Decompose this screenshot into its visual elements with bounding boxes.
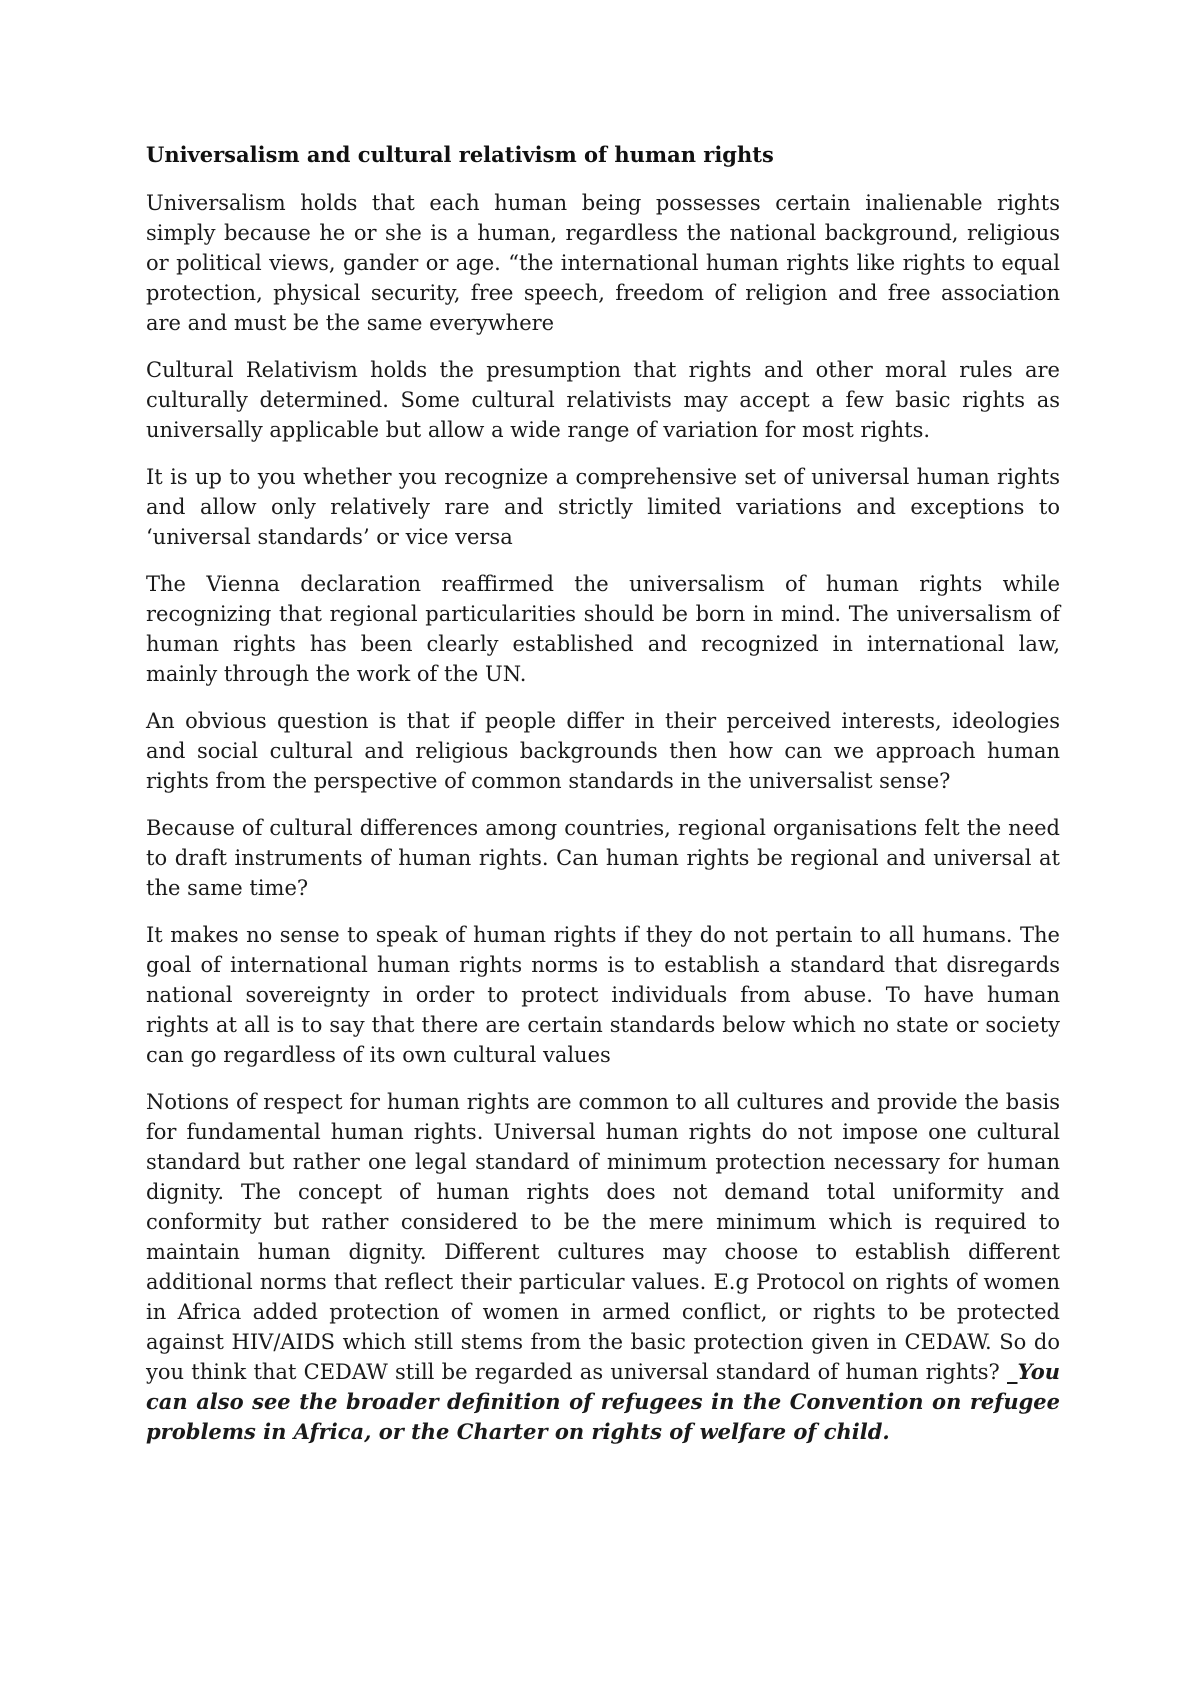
paragraph-universalism: Universalism holds that each human being possesses certain inalienable rights simply because he or she is a human, regardless the national background, religious or political views, gander or age. “the international human rights like rights to equal protection, physical security, free speech, freedom of religion and free association are and must be the same everywhere: [146, 191, 1060, 335]
paragraph-obvious-question: An obvious question is that if people differ in their perceived interests, ideologies and social cultural and religious backgrounds then how can we approach human rights from the perspective of common standards in the universalist sense?: [146, 709, 1060, 793]
notions-text: Notions of respect for human rights are common to all cultures and provide the basis for fundamental human rights. Universal human rights do not impose one cultural standard but rather one legal standard of minimum protection necessary for human dignity. The concept of human rights does not demand total uniformity and conformity but rather considered to be the mere minimum which is required to maintain human dignity. Different cultures may choose to establish different additional norms that reflect their particular values. E.g Protocol on rights of women in Africa added protection of women in armed conflict, or rights to be protected against HIV/AIDS which still stems from the basic protection given in CEDAW. So do you think that CEDAW still be regarded as universal standard of human rights?: [146, 1090, 1060, 1384]
paragraph-regional-instruments: Because of cultural differences among countries, regional organisations felt the need to draft instruments of human rights. Can human rights be regional and universal at the same time?: [146, 816, 1060, 900]
document-title: Universalism and cultural relativism of human rights: [146, 142, 774, 167]
paragraph-no-sense: It makes no sense to speak of human rights if they do not pertain to all humans. The goal of international human rights norms is to establish a standard that disregards national sovereignty in order to protect individuals from abuse. To have human rights at all is to say that there are certain standards below which no state or society can go regardless of its own cultural values: [146, 923, 1060, 1067]
paragraph-notions-of-respect: [146, 1087, 1060, 1447]
document-page: [146, 140, 1060, 1464]
paragraph-vienna-declaration: The Vienna declaration reaffirmed the universalism of human rights while recognizing that regional particularities should be born in mind. The universalism of human rights has been clearly established and recognized in international law, mainly through the work of the UN.: [146, 572, 1060, 686]
paragraph-recognition-choice: It is up to you whether you recognize a comprehensive set of universal human rights and allow only relatively rare and strictly limited variations and exceptions to ‘universal standards’ or vice versa: [146, 465, 1060, 549]
refugees-emphasis: _You can also see the broader definition of refugees in the Convention on refugee problems in Africa, or the Charter on rights of welfare of child.: [146, 1359, 1060, 1444]
paragraph-cultural-relativism: Cultural Relativism holds the presumption that rights and other moral rules are culturally determined. Some cultural relativists may accept a few basic rights as universally applicable but allow a wide range of variation for most rights.: [146, 358, 1060, 442]
